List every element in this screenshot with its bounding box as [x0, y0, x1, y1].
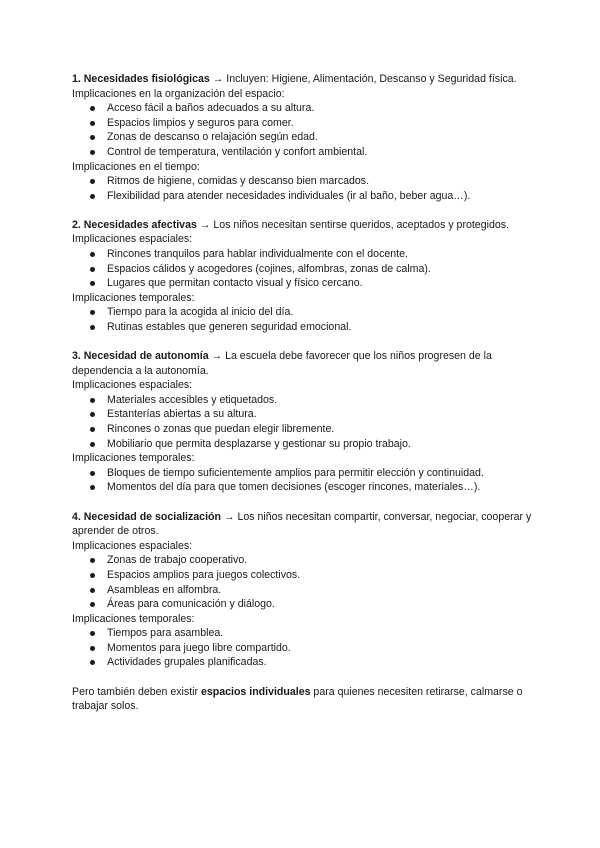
closing-paragraph [72, 685, 552, 714]
list-item: Rincones tranquilos para hablar individualmente con el docente. [107, 247, 552, 262]
bullet-list [72, 553, 552, 611]
list-item: Mobiliario que permita desplazarse y gestionar su propio trabajo. [107, 437, 552, 452]
bullet-list [72, 466, 552, 495]
section-description: → Los niños necesitan sentirse queridos, aceptados y protegidos. [196, 218, 509, 231]
bullet-list [72, 247, 552, 291]
list-item: Tiempos para asamblea. [107, 626, 552, 641]
list-item: Acceso fácil a baños adecuados a su altura. [107, 101, 552, 116]
section-physiological-needs [72, 72, 552, 203]
group-label: Implicaciones espaciales: [72, 379, 193, 392]
list-item: Zonas de descanso o relajación según edad. [107, 130, 552, 145]
section-socialization-needs [72, 510, 552, 671]
closing-text-after: para quienes necesiten retirarse, calmarse o trabajar solos. [72, 685, 523, 713]
section-description: → Incluyen: Higiene, Alimentación, Descanso y Seguridad física. [209, 73, 517, 85]
list-item: Espacios limpios y seguros para comer. [107, 116, 552, 131]
section-title: 2. Necesidades afectivas [72, 218, 197, 231]
section-description: → Los niños necesitan compartir, conversar, negociar, cooperar y aprender de otros. [72, 510, 532, 538]
list-item: Rincones o zonas que puedan elegir libremente. [107, 422, 552, 437]
list-item: Lugares que permitan contacto visual y físico cercano. [107, 276, 552, 291]
section-heading [72, 510, 552, 539]
group-label: Implicaciones espaciales: [72, 233, 193, 246]
group-label: Implicaciones en la organización del espacio: [72, 87, 285, 100]
section-affective-needs [72, 218, 552, 335]
list-item: Espacios cálidos y acogedores (cojines, alfombras, zonas de calma). [107, 262, 552, 277]
closing-text-before: Pero también deben existir [72, 685, 201, 698]
bullet-list [72, 174, 552, 203]
list-item: Asambleas en alfombra. [107, 583, 552, 598]
group-label: Implicaciones temporales: [72, 291, 195, 304]
closing-emphasis: espacios individuales [200, 685, 311, 698]
group-label: Implicaciones temporales: [72, 612, 195, 625]
group-label: Implicaciones temporales: [72, 452, 195, 465]
list-item: Áreas para comunicación y diálogo. [107, 597, 552, 612]
list-item: Momentos del día para que tomen decisiones (escoger rincones, materiales…). [107, 480, 552, 495]
section-heading [72, 349, 552, 378]
list-item: Tiempo para la acogida al inicio del día. [107, 305, 552, 320]
bullet-list [72, 393, 552, 451]
list-item: Flexibilidad para atender necesidades individuales (ir al baño, beber agua…). [107, 189, 552, 204]
list-item: Ritmos de higiene, comidas y descanso bien marcados. [107, 174, 552, 189]
list-item: Espacios amplios para juegos colectivos. [107, 568, 552, 583]
section-heading [72, 218, 552, 233]
section-title: 3. Necesidad de autonomía [72, 350, 209, 363]
bullet-list [72, 305, 552, 334]
section-description: → La escuela debe favorecer que los niños progresen de la dependencia a la autonomía. [72, 350, 492, 377]
bullet-list [72, 101, 552, 159]
list-item: Momentos para juego libre compartido. [107, 641, 552, 656]
list-item: Rutinas estables que generen seguridad emocional. [107, 320, 552, 335]
section-heading [72, 72, 552, 87]
section-autonomy-needs [72, 349, 552, 495]
list-item: Actividades grupales planificadas. [107, 655, 552, 670]
group-label: Implicaciones espaciales: [72, 539, 193, 552]
section-title: 1. Necesidades fisiológicas [72, 73, 210, 85]
list-item: Materiales accesibles y etiquetados. [107, 393, 552, 408]
group-label: Implicaciones en el tiempo: [72, 160, 200, 173]
list-item: Estanterías abiertas a su altura. [107, 407, 552, 422]
section-title: 4. Necesidad de socialización [72, 510, 221, 523]
bullet-list [72, 626, 552, 670]
list-item: Control de temperatura, ventilación y confort ambiental. [107, 145, 552, 160]
list-item: Bloques de tiempo suficientemente amplios para permitir elección y continuidad. [107, 466, 552, 481]
list-item: Zonas de trabajo cooperativo. [107, 553, 552, 568]
